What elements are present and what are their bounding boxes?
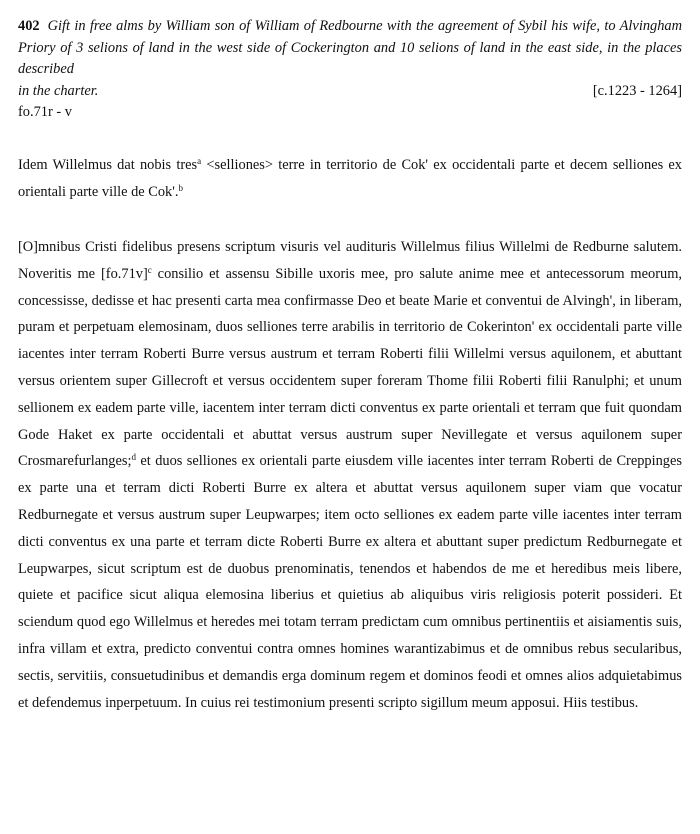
summary-paragraph [18, 152, 682, 206]
charter-paragraph [18, 234, 682, 716]
footnote-marker-c: c [147, 264, 152, 275]
entry-heading-last-line: in the charter. [18, 82, 99, 99]
entry-heading-text: Gift in free alms by William son of William of Redbourne with the agreement of Sybil his wife, to Alvingham Priory of 3 selions of land in the west side of Cockerington and 10 selions of land in the east side, in the places described [18, 18, 682, 78]
folio-reference: fo.71r - v [18, 104, 72, 121]
summary-text-1: Idem Willelmus dat nobis tres [18, 156, 198, 173]
entry-date: [c.1223 - 1264] [592, 82, 682, 99]
heading-date-line [18, 81, 682, 103]
footnote-marker-b: b [178, 182, 183, 193]
footnote-marker-a: a [197, 155, 202, 166]
entry-number: 402 [18, 18, 40, 34]
summary-text-2: <selliones> terre in territorio de Cok' ex occidentali parte et decem selliones ex orientali parte ville de Cok'. [18, 156, 683, 200]
footnote-marker-d: d [131, 452, 136, 463]
charter-text-1: [O]mnibus Cristi fidelibus presens scriptum visuris vel audituris Willelmus filius Willelmi de Redburne salutem. Noveritis me [fo.71v] [18, 238, 682, 282]
charter-text-2: consilio et assensu Sibille uxoris mee, pro salute anime mee et antecessorum meorum, concessisse, dedisse et hac presenti carta mea confirmasse Deo et beate Marie et conventui de Alvingh', in liberam, puram et perpetuam elemosinam, duos selliones terre arabilis in territorio de Cokerinton' ex occidentali parte ville iacentes inter terram Roberti Burre versus austrum et terram Roberti filii Willelmi versus aquilonem, et abuttant versus orientem super Gillecroft et versus occidentem super foreram Thome filii Roberti filii Ranulphi; et unum sellionem ex eadem parte ville, iacentem inter terram dicti conventus ex parte orientali et terram que fuit quondam Gode Haket ex parte occidentali et abuttat versus austrum super Nevillegate et versus aquilonem super Crosmarefurlanges; [18, 265, 682, 470]
entry-heading [18, 16, 682, 81]
charter-text-3: et duos selliones ex orientali parte eiusdem ville iacentes inter terram Roberti de Creppinges ex parte una et terram dicti Roberti Burre ex altera et abuttat versus aquilonem super viam que vocatur Redburnegate et versus austrum super Leupwarpes; item octo selliones ex eadem parte ville iacentes inter terram dicti conventus ex una parte et terram dicte Roberti Burre ex altera et abuttant super predictum Redburnegate et Leupwarpes, sicut scriptum est de duobus prenominatis, tenendos et habendos de me et heredibus meis libere, quiete et pacifice sicut aliqua elemosina liberius et quietius ab aliquibus viris religiosis poterit possideri. Et sciendum quod ego Willelmus et heredes mei totam terram predictam cum omnibus pertinentiis et aisiamentis suis, infra villam et extra, predicto conventui contra omnes homines warantizabimus et de omnibus rebus secularibus, sectis, servitiis, consuetudinibus et demandis erga dominum regem et dominos feodi et omnes alios adquietabimus et defendemus inperpetuum. In cuius rei testimonium presenti scripto sigillum meum apposui. Hiis testibus. [18, 453, 682, 711]
